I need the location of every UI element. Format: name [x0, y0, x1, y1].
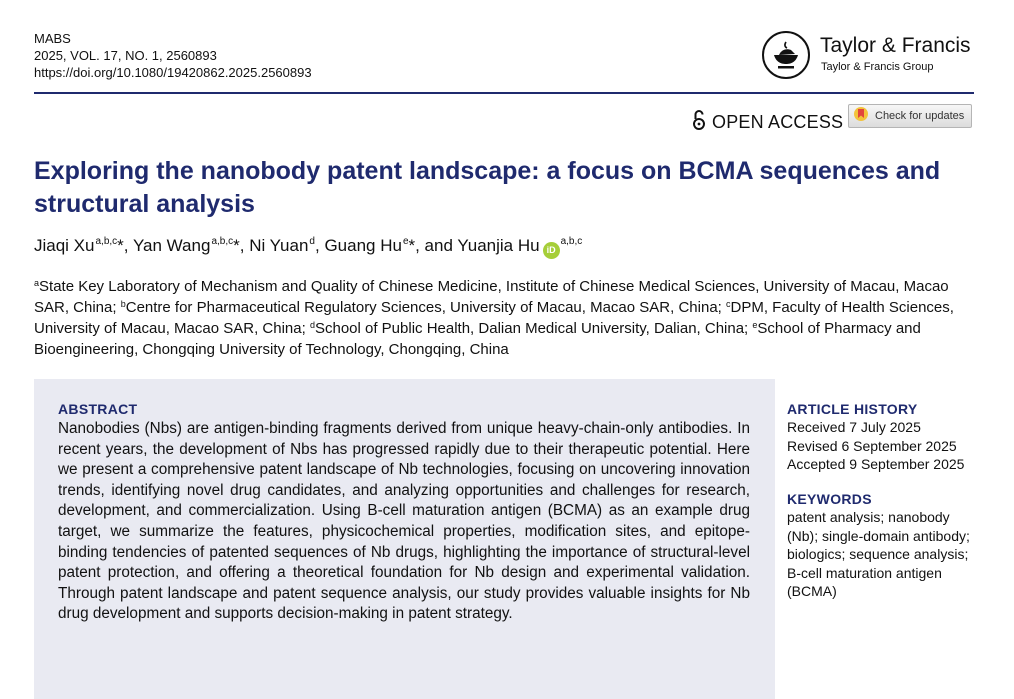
journal-volume: 2025, VOL. 17, NO. 1, 2560893 [34, 48, 217, 63]
open-access-badge [692, 110, 843, 134]
affiliation-sup: b [120, 299, 126, 309]
author-name[interactable]: Yan Wang [132, 236, 211, 255]
author-name[interactable]: Ni Yuan [249, 236, 309, 255]
history-revised: Revised 6 September 2025 [787, 437, 957, 454]
keywords-text: patent analysis; nanobody (Nb); single-domain antibody; biologics; sequence analysis; B-cell maturation antigen (BCMA) [787, 509, 970, 599]
affiliation-sup: d [309, 320, 315, 330]
affiliation-sup: c [726, 299, 731, 309]
abstract-text: Nanobodies (Nbs) are antigen-binding fragments derived from unique heavy-chain-only antibodies. In recent years, the development of Nbs has progressed rapidly due to their therapeutic potential. Here we present a comprehensive patent landscape of Nb technologies, focusing on uncovering innovation trends, identifying novel drug candidates, and analyzing opportunities and challenges for research, development, and commercialization. Using B-cell maturation antigen (BCMA) as an example drug target, we summarize the features, physicochemical properties, modification sites, and epitope-binding tendencies of patented sequences of Nb drugs, highlighting the importance of structural-level patent protection, and offering a theoretical foundation for Nb design and experimental validation. Through patent landscape and patent sequence analysis, our study provides valuable insights for Nb drug development and supports decision-making in patent strategy. [58, 420, 750, 623]
open-access-label: OPEN ACCESS [712, 111, 844, 132]
author-name[interactable]: Jiaqi Xu [34, 236, 95, 255]
author-separator: , [314, 236, 325, 255]
affiliation-text: State Key Laboratory of Mechanism and Quality of Chinese Medicine, Institute of Chinese Medical Sciences, University of Macau, Macao SAR, China; [34, 278, 949, 316]
article-history [787, 401, 987, 474]
author-affil-sup: d [309, 236, 315, 247]
author-name[interactable]: Yuanjia Hu [457, 236, 540, 255]
affiliation-text: School of Public Health, Dalian Medical University, Dalian, China; [314, 320, 753, 337]
publisher-logo [762, 31, 982, 81]
check-updates-label: Check for updates [875, 110, 965, 122]
author-affil-sup: a,b,c [211, 236, 234, 247]
author-separator: *, and [408, 236, 458, 255]
open-lock-icon [692, 109, 706, 136]
history-accepted: Accepted 9 September 2025 [787, 456, 965, 472]
keywords-section [787, 491, 977, 601]
history-heading: ARTICLE HISTORY [787, 401, 918, 417]
crossmark-icon [853, 106, 869, 127]
journal-name: MABS [34, 31, 71, 46]
journal-info [34, 30, 312, 81]
keywords-heading: KEYWORDS [787, 491, 872, 507]
affiliation-text: School of Pharmacy and Bioengineering, Chongqing University of Technology, Chongqing, China [34, 320, 921, 358]
affiliation-text: Centre for Pharmaceutical Regulatory Sciences, University of Macau, Macao SAR, China; [125, 299, 726, 316]
check-updates-button[interactable] [848, 104, 972, 128]
affiliation-sup: e [752, 320, 758, 330]
lamp-icon [762, 31, 810, 79]
header-divider [34, 92, 974, 94]
publisher-name: Taylor & Francis [820, 34, 971, 57]
publisher-group: Taylor & Francis Group [821, 61, 934, 73]
author-list [34, 234, 934, 259]
author-affil-sup: a,b,c [560, 236, 583, 247]
author-affil-sup: a,b,c [95, 236, 118, 247]
author-affil-sup: e [402, 236, 409, 247]
affiliation-text: DPM, Faculty of Health Sciences, University of Macau, Macao SAR, China; [34, 299, 954, 337]
author-separator: *, [233, 236, 250, 255]
abstract-heading: ABSTRACT [58, 401, 138, 417]
history-received: Received 7 July 2025 [787, 419, 921, 435]
doi-link[interactable]: https://doi.org/10.1080/19420862.2025.2560893 [34, 65, 312, 80]
affiliations [34, 276, 979, 360]
author-name[interactable]: Guang Hu [324, 236, 402, 255]
article-title: Exploring the nanobody patent landscape: a focus on BCMA sequences and structural analysis [34, 157, 941, 218]
orcid-icon[interactable]: iD [543, 242, 560, 259]
affiliation-sup: a [34, 278, 40, 288]
author-separator: *, [117, 236, 133, 255]
